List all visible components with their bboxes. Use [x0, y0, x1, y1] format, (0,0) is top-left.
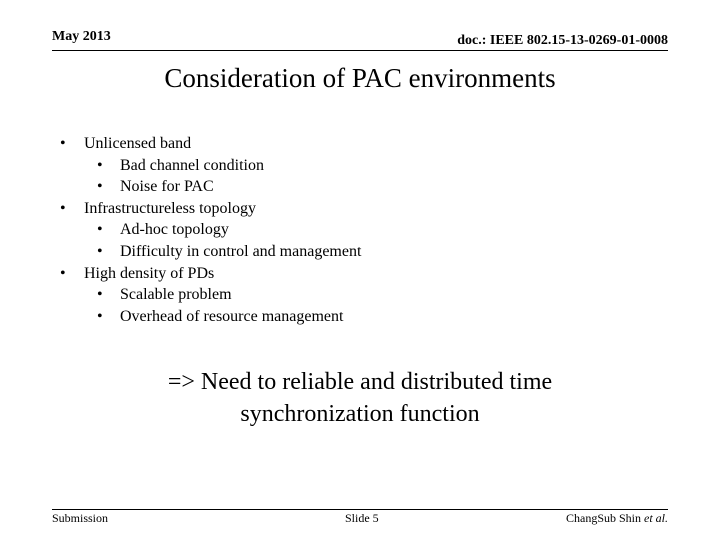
- bullet-item: [60, 133, 361, 155]
- bullet-text: Unlicensed band: [84, 135, 192, 152]
- header-divider: [52, 50, 668, 51]
- sub-bullet-item: [60, 306, 361, 328]
- bullet-list: [60, 133, 361, 327]
- slide-title: Consideration of PAC environments: [164, 63, 556, 93]
- bullet-dot-icon: •: [97, 221, 103, 239]
- sub-bullet-item: [60, 284, 361, 306]
- bullet-text: High density of PDs: [84, 264, 215, 282]
- sub-bullet-text: Scalable problem: [120, 286, 232, 304]
- bullet-dot-icon: •: [97, 178, 103, 196]
- sub-bullet-text: Ad-hoc topology: [120, 221, 229, 239]
- header-doc-id: doc.: IEEE 802.15-13-0269-01-0008: [457, 33, 668, 48]
- bullet-text: Infrastructureless topology: [84, 199, 256, 217]
- footer-slide-number: Slide 5: [345, 511, 379, 525]
- sub-bullet-text: Difficulty in control and management: [120, 242, 362, 260]
- footer-author: [566, 511, 668, 525]
- sub-bullet-text: Overhead of resource management: [120, 307, 344, 325]
- sub-bullet-text: Noise for PAC: [120, 178, 214, 196]
- bullet-dot-icon: •: [97, 307, 103, 325]
- sub-bullet-item: [60, 176, 361, 198]
- footer-author-suffix: et al.: [644, 511, 668, 525]
- bullet-dot-icon: •: [97, 156, 103, 174]
- sub-bullet-item: [60, 219, 361, 241]
- footer-author-name: ChangSub Shin: [565, 511, 644, 525]
- sub-bullet-item: [60, 241, 361, 263]
- bullet-dot-icon: •: [60, 199, 66, 217]
- bullet-item: [60, 198, 361, 220]
- header-date: May 2013: [52, 29, 111, 44]
- bullet-item: [60, 263, 361, 285]
- bullet-dot-icon: •: [60, 135, 66, 152]
- footer-divider: [52, 509, 668, 510]
- footer-submission: Submission: [52, 511, 109, 525]
- conclusion-line-1: => Need to reliable and distributed time: [167, 369, 553, 395]
- sub-bullet-item: [60, 155, 361, 177]
- conclusion-text: [0, 366, 720, 430]
- conclusion-line-2: synchronization function: [240, 401, 480, 427]
- bullet-dot-icon: •: [97, 242, 103, 260]
- sub-bullet-text: Bad channel condition: [120, 156, 264, 174]
- bullet-dot-icon: •: [97, 286, 103, 304]
- bullet-dot-icon: •: [60, 264, 66, 282]
